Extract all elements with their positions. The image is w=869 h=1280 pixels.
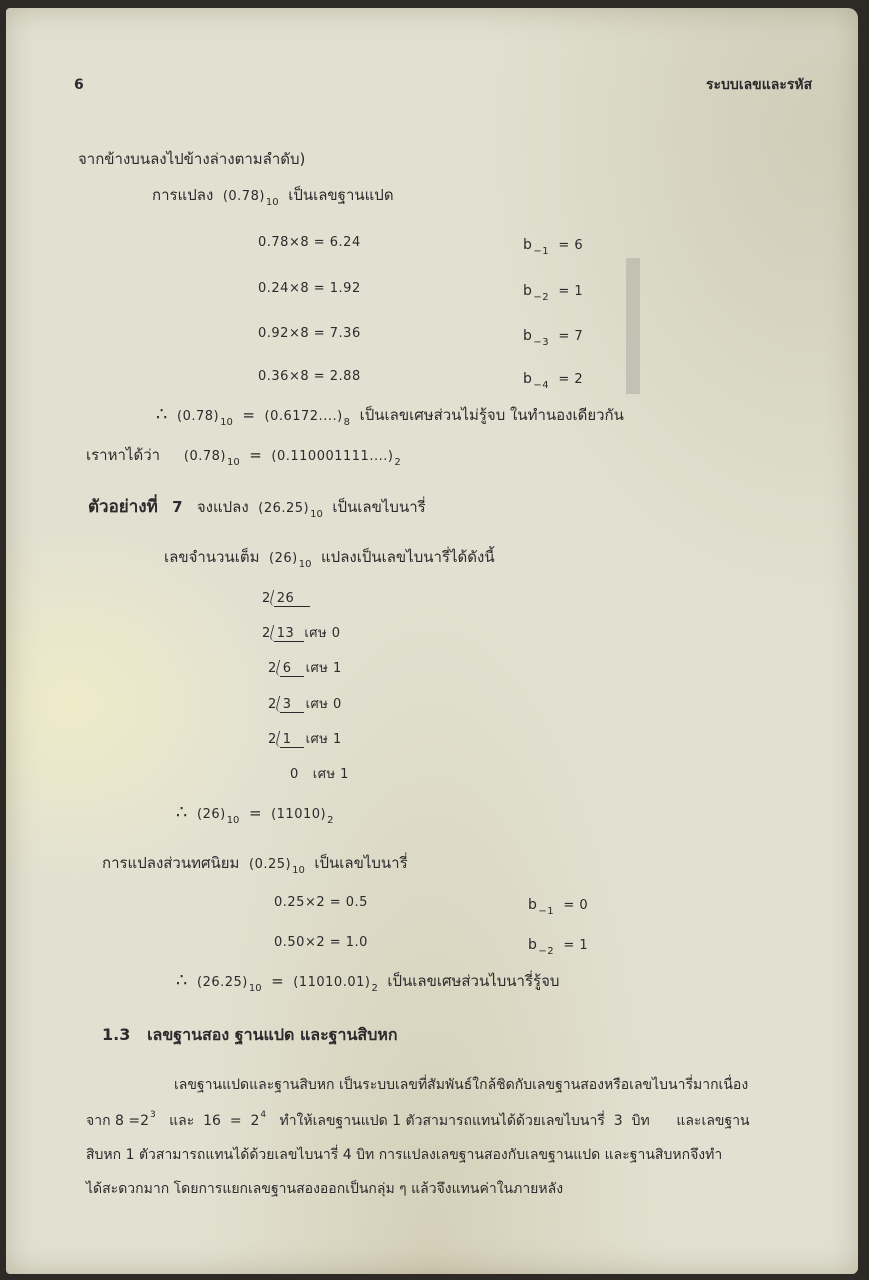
octal-result [156,406,624,427]
therefore-symbol: ∴ [176,802,188,823]
b-index: −2 [533,292,550,303]
digit-row-3 [523,327,583,347]
binary-pre-text: เราหาได้ว่า [86,446,161,464]
equals: = [242,406,255,424]
integer-part-line [164,548,495,569]
frac-digit-row-1 [528,896,588,916]
remainder: เศษ 0 [305,697,342,712]
frac-base: 10 [292,865,305,876]
dividend: 13 [276,626,295,641]
octal-heading [152,186,394,207]
dividend: 0 [290,767,299,782]
heading-number: (0.78) [222,189,265,204]
final-rhs: (11010.01) [293,975,371,990]
result-lhs: (0.78) [177,409,220,424]
remainder: เศษ 1 [312,767,349,782]
heading-base: 10 [265,197,279,208]
divisor: 2 [268,732,277,747]
result-rhs-base: 8 [343,417,351,428]
equals: = [271,972,284,990]
division-row-6 [290,766,349,784]
exponent: 4 [260,1110,267,1120]
final-lhs-base: 10 [248,983,262,994]
int-result-rhs: (11010) [271,807,327,822]
p2-part-b: และ 16 = 2 [155,1113,260,1129]
digit-row-4 [523,370,583,390]
section-number: 1.3 [102,1025,131,1044]
final-note: เป็นเลขเศษส่วนไบนารี่รู้จบ [387,972,560,990]
paragraph-line-1: เลขฐานแปดและฐานสิบหก เป็นระบบเลขที่สัมพันธ์ใกล้ชิดกับเลขฐานสองหรือเลขไบนารี่มากเนื่อง [174,1077,749,1093]
paragraph-line-4: ได้สะดวกมาก โดยการแยกเลขฐานสองออกเป็นกลุ่ม ๆ แล้วจึงแทนค่าในภายหลัง [86,1181,564,1197]
b-symbol: b [523,328,533,344]
b-index: −1 [533,246,550,257]
calc-row-4: 0.36×8 = 2.88 [258,369,361,384]
section-heading [102,1026,398,1044]
b-symbol: b [528,897,538,913]
integer-result [176,804,333,825]
binary-rhs: (0.110001111....) [271,449,394,464]
heading-text: การแปลง [152,186,214,204]
b-symbol: b [523,371,533,387]
example-7-heading [88,498,426,519]
final-result [176,972,559,993]
b-symbol: b [523,283,533,299]
digit-row-1 [523,236,583,256]
result-rhs: (0.6172....) [264,409,343,424]
frac-digit-row-2 [528,936,588,956]
division-line [274,641,304,642]
dividend: 1 [282,732,292,747]
final-rhs-base: 2 [371,983,378,994]
frac-calc-row-2: 0.50×2 = 1.0 [274,935,368,950]
b-index: −4 [533,380,550,391]
b-value: = 0 [563,898,589,913]
frac-calc-row-1: 0.25×2 = 0.5 [274,895,368,910]
divisor: 2 [262,591,271,606]
example-num: (26.25) [258,501,310,516]
paragraph-line-2 [86,1112,750,1132]
p2-part-c: ทำให้เลขฐานแปด 1 ตัวสามารถแทนได้ด้วยเลขไบนารี่ 3 บิท และเลขฐาน [266,1113,750,1129]
divisor: 2 [268,661,277,676]
page-number: 6 [74,77,84,93]
divisor: 2 [262,626,271,641]
p2-part-a: จาก 8 =2 [86,1113,149,1129]
section-title: เลขฐานสอง ฐานแปด และฐานสิบหก [147,1025,398,1044]
b-value: = 6 [558,238,584,253]
b-value: = 1 [563,938,589,953]
binary-lhs-base: 10 [227,457,240,468]
heading-text-post: เป็นเลขฐานแปด [288,186,394,204]
int-result-rhs-base: 2 [327,815,334,826]
paragraph-line-3: สิบหก 1 ตัวสามารถแทนได้ด้วยเลขไบนารี่ 4 บิท การแปลงเลขฐานสองกับเลขฐานแปด และฐานสิบหกจึงทำ [86,1147,723,1163]
int-pre-text: เลขจำนวนเต็ม [164,548,260,566]
document-page [6,8,858,1274]
result-lhs-base: 10 [220,417,233,428]
intro-line: จากข้างบนลงไปข้างล่างตามลำดับ) [78,150,306,168]
int-post-text: แปลงเป็นเลขไบนารี่ได้ดังนี้ [321,548,495,566]
remainder: เศษ 1 [305,732,342,747]
b-value: = 7 [558,329,584,344]
equals: = [249,446,262,464]
example-number: 7 [172,498,183,516]
equals: = [248,804,262,822]
division-line [280,712,304,713]
division-line [280,676,304,677]
digit-row-2 [523,282,583,302]
result-note: เป็นเลขเศษส่วนไม่รู้จบ ในทำนองเดียวกัน [359,406,624,424]
calc-row-2: 0.24×8 = 1.92 [258,281,361,296]
b-value: = 1 [558,284,584,299]
int-result-lhs-base: 10 [226,815,240,826]
binary-lhs: (0.78) [183,449,226,464]
division-line [274,606,310,607]
running-title: ระบบเลขและรหัส [706,77,813,93]
frac-pre-text: การแปลงส่วนทศนิยม [102,854,240,872]
calc-row-1: 0.78×8 = 6.24 [258,235,361,250]
dividend: 3 [282,697,292,712]
b-value: = 2 [558,372,584,387]
int-num: (26) [269,551,298,566]
remainder: เศษ 0 [304,626,341,641]
b-index: −3 [533,337,550,348]
example-text: จงแปลง [196,498,249,516]
dividend: 6 [282,661,292,676]
example-text-post: เป็นเลขไบนารี่ [332,498,426,516]
calc-row-3: 0.92×8 = 7.36 [258,326,361,341]
divisor: 2 [268,697,277,712]
binary-rhs-base: 2 [394,457,401,468]
therefore-symbol: ∴ [176,970,188,991]
example-base: 10 [310,509,323,520]
frac-post-text: เป็นเลขไบนารี่ [314,854,408,872]
example-label: ตัวอย่างที่ [88,497,158,517]
b-symbol: b [523,237,533,253]
fraction-part-line [102,854,408,875]
binary-result [86,446,401,467]
dividend: 26 [276,591,295,606]
therefore-symbol: ∴ [156,404,168,425]
b-index: −2 [538,946,555,957]
int-base: 10 [298,559,312,570]
remainder: เศษ 1 [305,661,342,676]
exponent: 3 [150,1110,156,1120]
b-index: −1 [538,906,555,917]
int-result-lhs: (26) [197,807,226,822]
division-line [280,747,304,748]
final-lhs: (26.25) [197,975,248,990]
b-symbol: b [528,937,538,953]
frac-num: (0.25) [249,857,292,872]
scan-stripe [626,258,640,394]
